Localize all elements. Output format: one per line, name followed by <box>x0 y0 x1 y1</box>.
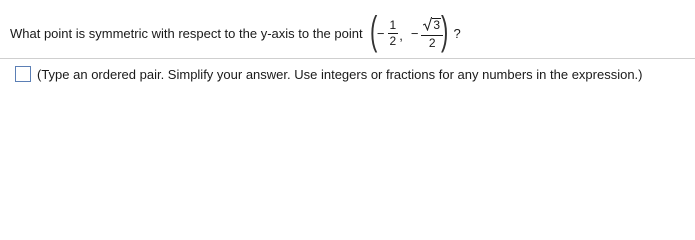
question-text: What point is symmetric with respect to the y-axis to the point <box>10 25 363 41</box>
x-numerator: 1 <box>389 17 397 32</box>
y-denominator: 2 <box>428 35 436 50</box>
y-radicand: 3 <box>433 17 441 32</box>
right-parenthesis: ) <box>441 9 449 53</box>
question-mark: ? <box>453 25 461 41</box>
answer-instructions: (Type an ordered pair. Simplify your answer. Use integers or fractions for any numbers in the expression.) <box>37 66 643 82</box>
question-prompt <box>10 9 461 53</box>
coordinate-separator: , <box>399 27 403 43</box>
y-sign: − <box>410 25 419 41</box>
x-sign: − <box>376 25 385 41</box>
y-numerator <box>421 17 443 34</box>
x-fraction <box>388 19 399 48</box>
section-divider <box>0 58 695 59</box>
answer-row <box>15 66 643 82</box>
radical-sign-icon <box>423 17 432 31</box>
square-root <box>423 17 441 31</box>
given-point <box>367 9 452 53</box>
left-parenthesis: ( <box>369 9 377 53</box>
answer-input-box[interactable] <box>15 66 31 82</box>
y-fraction <box>421 17 443 50</box>
x-denominator: 2 <box>389 33 397 48</box>
